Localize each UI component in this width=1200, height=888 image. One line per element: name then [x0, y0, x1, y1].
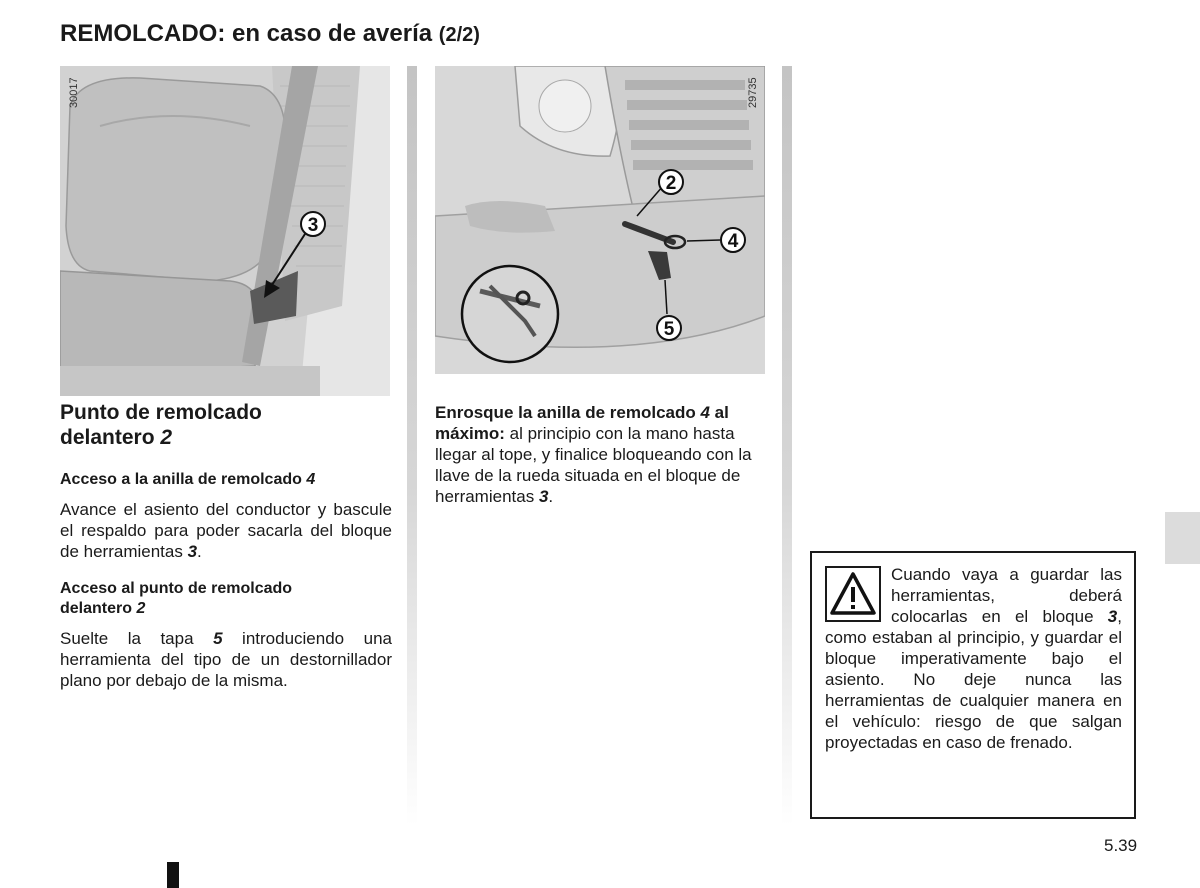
heading-line2: delantero — [60, 426, 161, 449]
col2-bold-a: Enrosque la anilla de remolcado — [435, 403, 701, 422]
bumper-illustration — [435, 66, 765, 374]
page-title — [60, 20, 480, 48]
sec2-title-line2: delantero — [60, 600, 137, 617]
title-sub: (2/2) — [438, 24, 480, 46]
paragraph-ring-access — [60, 499, 392, 562]
middle-column — [435, 402, 767, 524]
subheading-point-access — [60, 579, 392, 619]
col2-body: al principio con la mano hasta llegar al tope, y finalice bloqueando con la llave de la rueda situada en el bloque de herramientas — [435, 424, 752, 506]
figure-bumper-towring — [435, 66, 765, 374]
col2-body-end: . — [548, 487, 554, 506]
crop-mark — [167, 862, 179, 888]
page-number: 5.39 — [1104, 836, 1138, 855]
warning-text-b: , como estaban al principio, y guardar el bloque imperativamente bajo el asiento. No deje nunca las herramientas de cualquier manera en el vehículo: riesgo de que salgan proyectadas en caso de frenado. — [825, 607, 1122, 752]
sec1-body-end: . — [197, 542, 202, 561]
warning-box — [810, 551, 1136, 819]
left-column — [60, 400, 392, 708]
figure-number: 29735 — [747, 77, 759, 108]
sec1-body-ref: 3 — [187, 542, 198, 561]
paragraph-point-access — [60, 628, 392, 691]
callout-5: 5 — [663, 319, 675, 340]
chapter-tab-marker — [1165, 512, 1200, 564]
warning-triangle-icon — [825, 566, 881, 622]
heading-ref: 2 — [160, 426, 173, 449]
callout-2: 2 — [665, 173, 677, 194]
column-separator-left — [407, 66, 417, 826]
subheading-ring-access — [60, 470, 392, 490]
sec2-body-a: Suelte la tapa — [60, 629, 214, 648]
section-heading — [60, 400, 392, 450]
figure-seat-toolblock — [60, 66, 390, 396]
warning-text-ref: 3 — [1107, 607, 1118, 626]
col2-bold-b: al máximo: — [435, 403, 729, 443]
warning-text-a: Cuando vaya a guardar las herramientas, deberá colocarlas en el bloque — [891, 565, 1122, 626]
sec1-body: Avance el asiento del conductor y bascule el respaldo para poder sacarla del bloque de herramientas — [60, 500, 392, 561]
figure-number: 30017 — [68, 77, 80, 108]
sec2-title-line1: Acceso al punto de remolcado — [60, 580, 293, 597]
col2-bold-ref: 4 — [700, 403, 710, 422]
sec2-body-b: introduciendo una herramienta del tipo de un destornillador plano por debajo de la misma. — [60, 629, 392, 690]
sec2-ref: 2 — [136, 600, 146, 617]
sec2-body-ref: 5 — [213, 629, 223, 648]
seat-illustration — [60, 66, 390, 396]
sec1-ref: 4 — [306, 471, 316, 488]
sec1-title: Acceso a la anilla de remolcado — [60, 471, 307, 488]
paragraph-screw-ring — [435, 402, 767, 507]
col2-body-ref: 3 — [538, 487, 549, 506]
column-separator-right — [782, 66, 792, 826]
callout-3: 3 — [307, 215, 319, 236]
callout-4: 4 — [727, 231, 739, 252]
title-main: REMOLCADO: en caso de avería — [60, 20, 439, 47]
heading-line1: Punto de remolcado — [60, 401, 262, 424]
